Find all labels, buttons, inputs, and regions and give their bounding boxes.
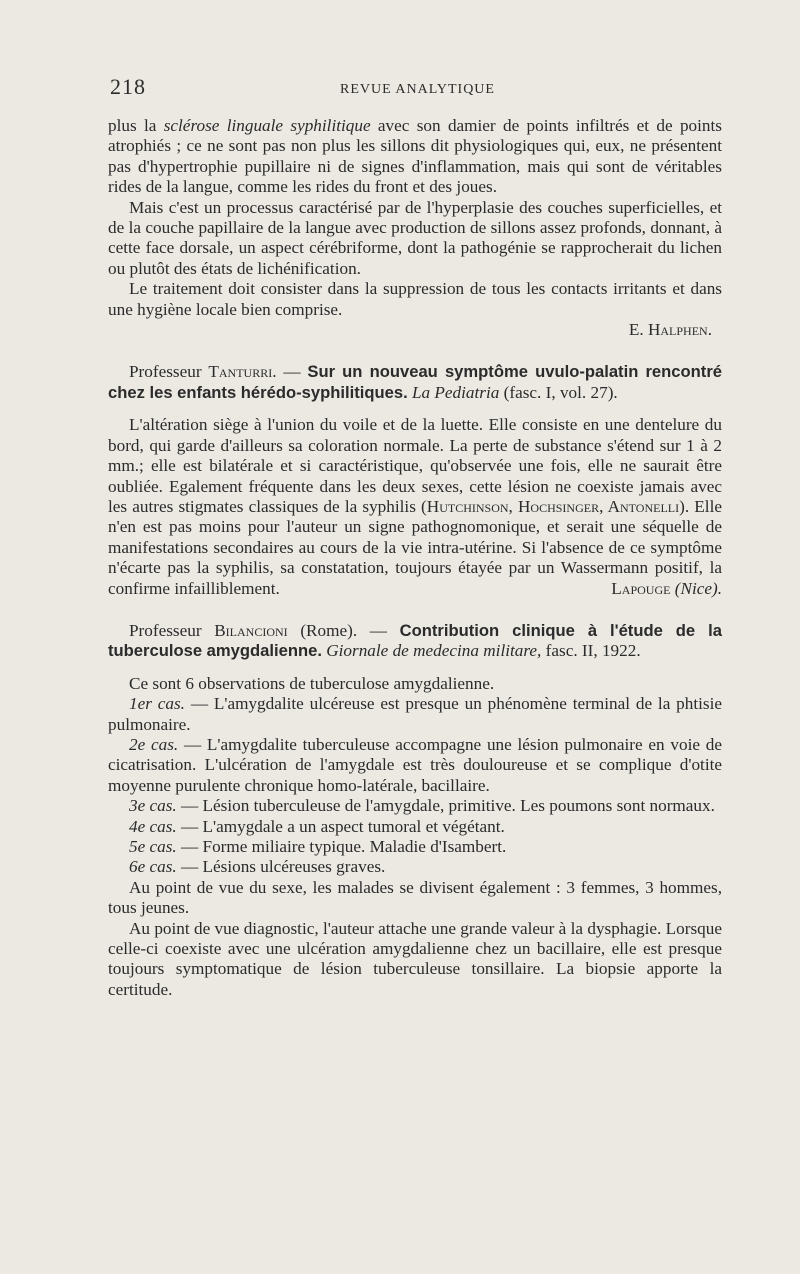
paragraph: plus la sclérose linguale syphilitique avec son damier de points infiltrés et de points atrophiés ; ce ne sont pas non plus les sillons dit physiologiques qui, eux, ne présentent pas d'hypertrophie pupillaire ni de signes d'inflammation, mais qui sont de véritables rides de la langue, comme les rides du front et des joues. — [108, 116, 722, 197]
author-names: Hutchinson, Hochsinger, Antonelli — [426, 496, 680, 516]
article-title: Contribution clinique à l'étude de la tuberculose amygdalienne. — [108, 620, 722, 661]
running-title: REVUE ANALYTIQUE — [340, 82, 495, 97]
paragraph: L'altération siège à l'union du voile et de la luette. Elle consiste en une dentelure du bord, qui garde d'ailleurs sa coloration normale. La perte de substance s'étend sur 1 à 2 mm.; elle est bilatérale et si caractéristique, qu'observée une fois, elle ne saurait être oubliée. Egalement fréquente dans les deux sexes, cette lésion ne coexiste jamais avec les autres stigmates classiques de la syphilis (Hutchinson, Hochsinger, Antonelli). Elle n'en est pas moins pour l'auteur un signe pathognomonique, et serait une séquelle de manifestations secondaires au cours de la vie intra-utérine. Si l'absence de ce symptôme n'écarte pas la syphilis, sa constatation, toujours étayée par un Wassermann positif, la confirme infailliblement. Lapouge (Nice). — [108, 415, 722, 598]
page-body — [108, 116, 722, 1000]
signature: E. Halphen. — [628, 320, 712, 340]
case-item: 6e cas. — Lésions ulcéreuses graves. — [129, 857, 386, 877]
case-item: 4e cas. — L'amygdale a un aspect tumoral et végétant. — [129, 816, 505, 836]
case-item: 1er cas. — L'amygdalite ulcéreuse est presque un phénomène terminal de la phtisie pulmonaire. — [108, 694, 722, 734]
journal-name: La Pediatria — [411, 382, 500, 402]
journal-name: Giornale de medecina militare, — [326, 641, 542, 661]
italic-term: sclérose linguale syphilitique — [163, 116, 371, 135]
page-number: 218 — [110, 74, 146, 99]
paragraph: Mais c'est un processus caractérisé par de l'hyperplasie des couches superficielles, et de la couche papillaire de la langue avec production de sillons assez profonds, donnant, à cette face dorsale, un aspect cérébriforme, dont la pathogénie se rapprocherait du lichen ou plutôt des états de lichénification. — [108, 197, 722, 278]
signature: Lapouge (Nice). — [611, 578, 722, 598]
case-item: 3e cas. — Lésion tuberculeuse de l'amygdale, primitive. Les poumons sont normaux. — [129, 796, 715, 816]
author-name: Tanturri — [208, 362, 273, 382]
case-item: 2e cas. — L'amygdalite tuberculeuse accompagne une lésion pulmonaire en voie de cicatrisation. L'ulcération de l'amygdale est très douloureuse et se complique d'otite moyenne purulente chronique homo-latérale, bacillaire. — [108, 734, 722, 795]
article-title: Sur un nouveau symptôme uvulo-palatin rencontré chez les enfants hérédo-syphilitiques. — [108, 362, 723, 402]
article-heading: Professeur Tanturri. — Sur un nouveau symptôme uvulo-palatin rencontré chez les enfants hérédo-syphilitiques. La Pediatria (fasc. I, vol. 27). — [108, 362, 723, 402]
paragraph: Au point de vue du sexe, les malades se divisent également : 3 femmes, 3 hommes, tous jeunes. — [108, 877, 722, 918]
case-item: 5e cas. — Forme miliaire typique. Maladie d'Isambert. — [129, 837, 507, 856]
article-heading: Professeur Bilancioni (Rome). — Contribution clinique à l'étude de la tuberculose amygdalienne. Giornale de medecina militare, fasc. II, 1922. — [108, 620, 722, 661]
paragraph: Ce sont 6 observations de tuberculose amygdalienne. — [129, 673, 495, 693]
paragraph: Le traitement doit consister dans la suppression de tous les contacts irritants et dans une hygiène locale bien comprise. — [108, 279, 722, 319]
paragraph: Au point de vue diagnostic, l'auteur attache une grande valeur à la dysphagie. Lorsque celle-ci coexiste avec une ulcération amygdalienne chez un bacillaire, elle est presque toujours symptomatique de lésion tuberculeuse tonsillaire. La biopsie apporte la certitude. — [108, 918, 722, 999]
author-name: Bilancioni — [214, 620, 288, 640]
page-header — [110, 74, 722, 104]
